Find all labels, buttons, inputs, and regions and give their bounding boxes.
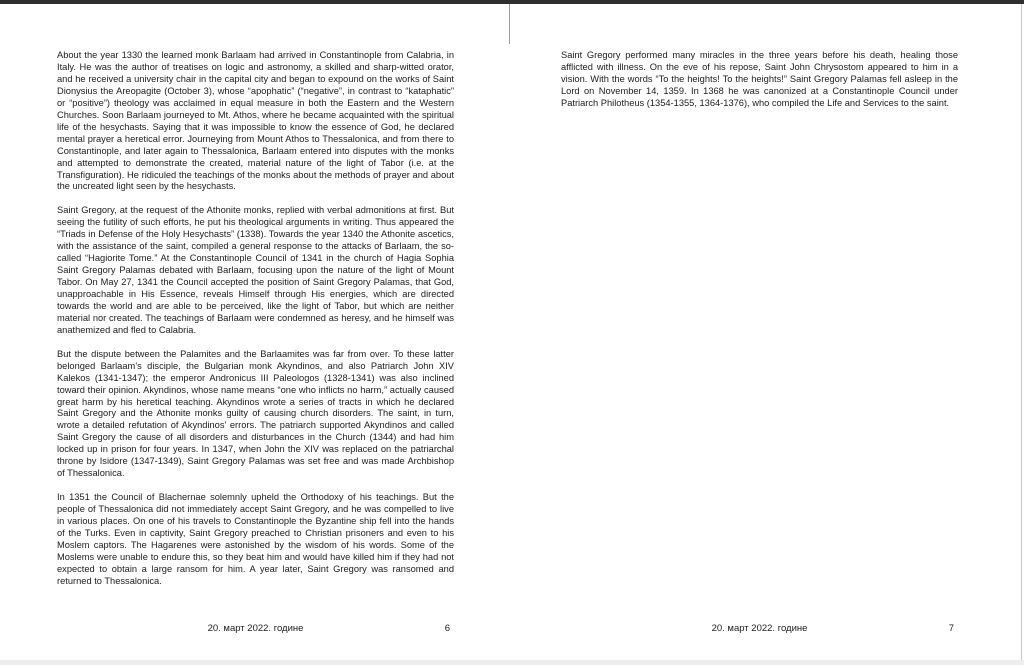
page-footer (57, 622, 454, 636)
paragraph: But the dispute between the Palamites and the Barlaamites was far from over. To these latter belonged Barlaam’s disciple, the Bulgarian monk Akyndinos, and also Patriarch John XIV Kalekos (1341-1347); the emperor Andronicus III Paleologos (1328-1341) was also inclined toward their opinion. Akyndinos, whose name means “one who inflicts no harm,” actually caused great harm by his heretical teaching. Akyndinos wrote a series of tracts in which he declared Saint Gregory and the Athonite monks guilty of causing church disorders. The saint, in turn, wrote a detailed refutation of Akyndinos’ errors. The patriarch supported Akyndinos and called Saint Gregory the cause of all disorders and disturbances in the Church (1344) and had him locked up in prison for four years. In 1347, when John the XIV was replaced on the patriarchal throne by Isidore (1347-1349), Saint Gregory Palamas was set free and was made Archbishop of Thessalonica. (57, 348, 454, 479)
page-text-body (561, 50, 958, 110)
document-page-left (8, 4, 508, 660)
page-text-body (57, 50, 454, 588)
footer-date: 20. март 2022. године (711, 623, 808, 634)
document-page-right (512, 4, 1012, 660)
footer-date: 20. март 2022. године (207, 623, 304, 634)
window-right-edge (1021, 4, 1022, 665)
paragraph: Saint Gregory performed many miracles in the three years before his death, healing those afflicted with illness. On the eve of his repose, Saint John Chrysostom appeared to him in a vision. With the words “To the heights! To the heights!” Saint Gregory Palamas fell asleep in the Lord on November 14, 1359. In 1368 he was canonized at a Constantinople Council under Patriarch Philotheus (1354-1355, 1364-1376), who compiled the Life and Services to the saint. (561, 50, 958, 108)
paragraph: In 1351 the Council of Blachernae solemnly upheld the Orthodoxy of his teachings. But the people of Thessalonica did not immediately accept Saint Gregory, and he was compelled to live in various places. On one of his travels to Constantinople the Byzantine ship fell into the hands of the Turks. Even in captivity, Saint Gregory preached to Christian prisoners and even to his Moslem captors. The Hagarenes were astonished by the wisdom of his words. Some of the Moslems were unable to endure this, so they beat him and would have killed him if they had not expected to obtain a large ransom for him. A year later, Saint Gregory was ransomed and returned to Thessalonica. (57, 492, 454, 586)
page-divider-line (509, 4, 510, 44)
page-number: 7 (948, 623, 954, 634)
window-bottom-edge (0, 660, 1024, 665)
paragraph: About the year 1330 the learned monk Barlaam had arrived in Constantinople from Calabria, in Italy. He was the author of treatises on logic and astronomy, a skilled and sharp-witted orator, and he received a university chair in the capital city and began to expound on the works of Saint Dionysius the Areopagite (October 3), whose “apophatic” (“negative”, in contrast to “kataphatic” or “positive”) theology was acclaimed in equal measure in both the Eastern and the Western Churches. Soon Barlaam journeyed to Mt. Athos, where he became acquainted with the spiritual life of the hesychasts. Saying that it was impossible to know the essence of God, he declared mental prayer a heretical error. Journeying from Mount Athos to Thessalonica, and from there to Constantinople, and later again to Thessalonica, Barlaam entered into disputes with the monks and attempted to demonstrate the created, material nature of the light of Tabor (i.e. at the Transfiguration). He ridiculed the teachings of the monks about the methods of prayer and about the uncreated light seen by the hesychasts. (57, 50, 454, 192)
page-number: 6 (444, 623, 450, 634)
paragraph: Saint Gregory, at the request of the Athonite monks, replied with verbal admonitions at first. But seeing the futility of such efforts, he put his theological arguments in writing. Thus appeared the “Triads in Defense of the Holy Hesychasts” (1338). Towards the year 1340 the Athonite ascetics, with the assistance of the saint, compiled a general response to the attacks of Barlaam, the so-called “Hagiorite Tome.” At the Constantinople Council of 1341 in the church of Hagia Sophia Saint Gregory Palamas debated with Barlaam, focusing upon the nature of the light of Mount Tabor. On May 27, 1341 the Council accepted the position of Saint Gregory Palamas, that God, unapproachable in His Essence, reveals Himself through His energies, which are directed towards the world and are able to be perceived, like the light of Tabor, but which are neither material nor created. The teachings of Barlaam were condemned as heresy, and he himself was anathemized and fled to Calabria. (57, 205, 454, 335)
page-footer (561, 622, 958, 636)
